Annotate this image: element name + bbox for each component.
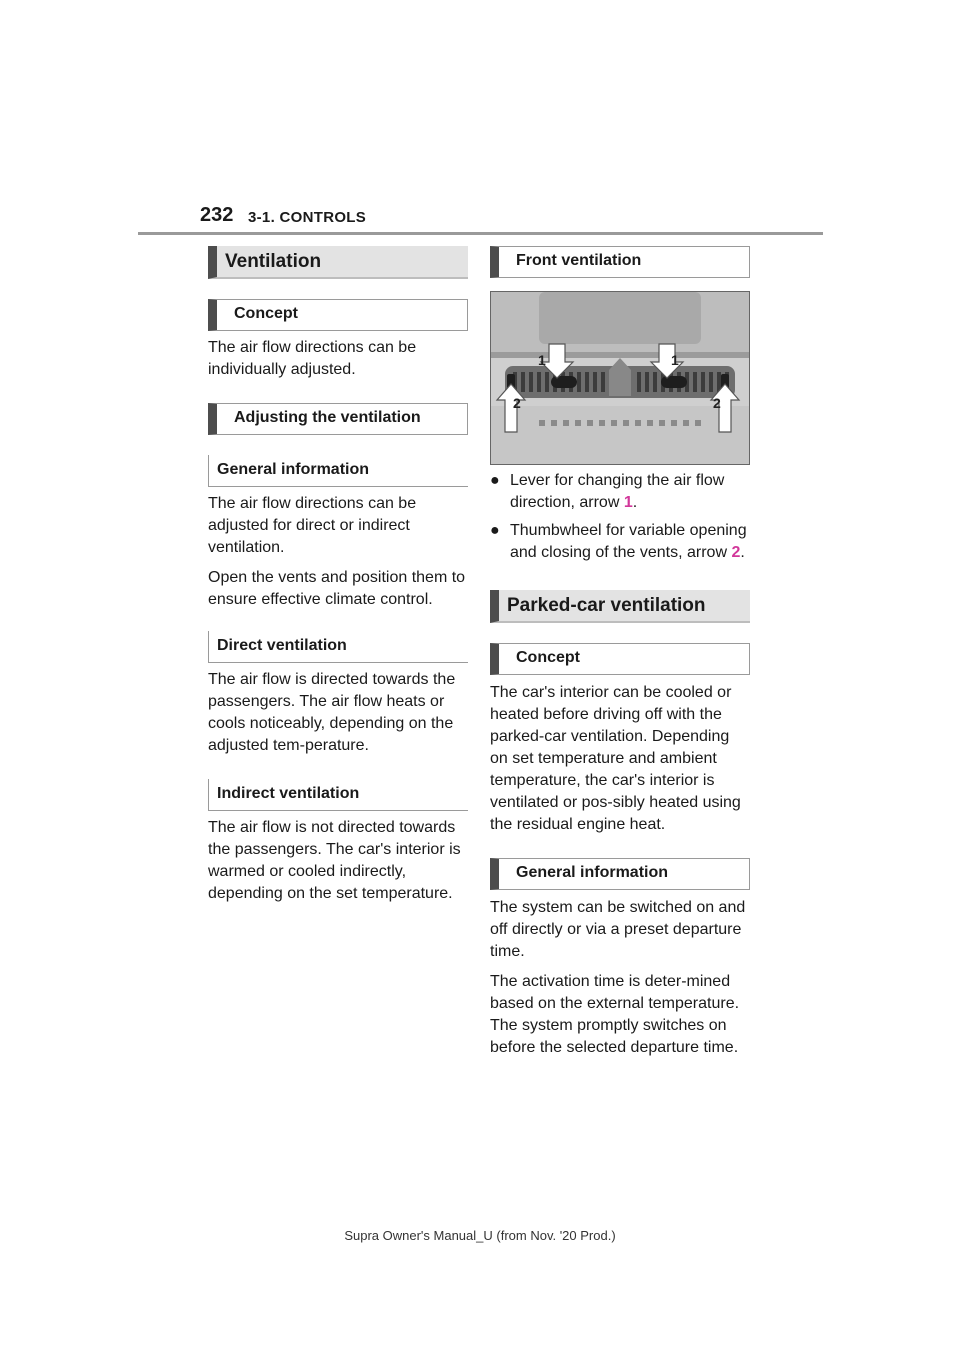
adjusting-heading: Adjusting the ventilation xyxy=(208,403,468,435)
direct-ventilation-heading: Direct ventilation xyxy=(208,631,468,663)
bullet-thumbwheel-text: Thumbwheel for variable opening and closing of the vents, arrow xyxy=(510,522,747,561)
header-rule xyxy=(138,232,823,235)
callout-ref-1: 1 xyxy=(623,494,633,511)
parked-concept-heading: Concept xyxy=(490,643,750,675)
front-ventilation-heading: Front ventilation xyxy=(490,246,750,278)
concept-heading: Concept xyxy=(208,299,468,331)
page-number: 232 xyxy=(200,204,234,226)
parked-general-text-2: The activation time is deter-mined based on the external temperature. The system promptly switches on before the selected departure time. xyxy=(490,973,740,1056)
ventilation-heading: Ventilation xyxy=(208,246,468,279)
general-info-text-1: The air flow directions can be adjusted for direct or indirect ventilation. xyxy=(208,495,417,556)
bullet-lever: ● Lever for changing the air flow direction, arrow 1. xyxy=(490,472,725,511)
dashboard-vents-illustration xyxy=(491,292,749,464)
parked-concept-text: The car's interior can be cooled or heated before driving off with the parked-car ventilation. Depending on set temperature and ambient temperature, the car's interior is ventilated or pos-sibly heated using the residual engine heat. xyxy=(490,684,741,833)
parked-general-text-1: The system can be switched on and off directly or via a preset departure time. xyxy=(490,899,746,960)
figure-label-1-right: 1 xyxy=(671,352,679,368)
section-label: 3-1. CONTROLS xyxy=(248,209,367,226)
front-vents-figure xyxy=(490,291,750,465)
parked-general-info-heading: General information xyxy=(490,858,750,890)
indirect-ventilation-heading: Indirect ventilation xyxy=(208,779,468,811)
general-info-text-2: Open the vents and position them to ensure effective climate control. xyxy=(208,569,466,608)
bullet-dot-icon: ● xyxy=(490,472,500,489)
direct-ventilation-text: The air flow is directed towards the passengers. The air flow heats or cools noticeably, depending on the adjusted tem-perature. xyxy=(208,671,456,754)
footer: Supra Owner's Manual_U (from Nov. '20 Prod.) xyxy=(344,1228,616,1243)
concept-text: The air flow directions can be individually adjusted. xyxy=(208,339,417,378)
bullet-thumbwheel: ● Thumbwheel for variable opening and closing of the vents, arrow 2. xyxy=(490,522,747,561)
right-column xyxy=(490,246,750,1059)
callout-ref-2: 2 xyxy=(731,544,741,561)
bullet-lever-text: Lever for changing the air flow direction, arrow xyxy=(510,472,725,511)
figure-label-2-right: 2 xyxy=(713,395,721,411)
left-column xyxy=(208,246,468,905)
bullet-dot-icon: ● xyxy=(490,522,500,539)
indirect-ventilation-text: The air flow is not directed towards the passengers. The car's interior is warmed or cooled indirectly, depending on the set temperature. xyxy=(208,819,461,902)
figure-label-2-left: 2 xyxy=(513,395,521,411)
figure-label-1-left: 1 xyxy=(538,352,546,368)
general-info-heading: General information xyxy=(208,455,468,487)
parked-car-ventilation-heading: Parked-car ventilation xyxy=(490,590,750,623)
